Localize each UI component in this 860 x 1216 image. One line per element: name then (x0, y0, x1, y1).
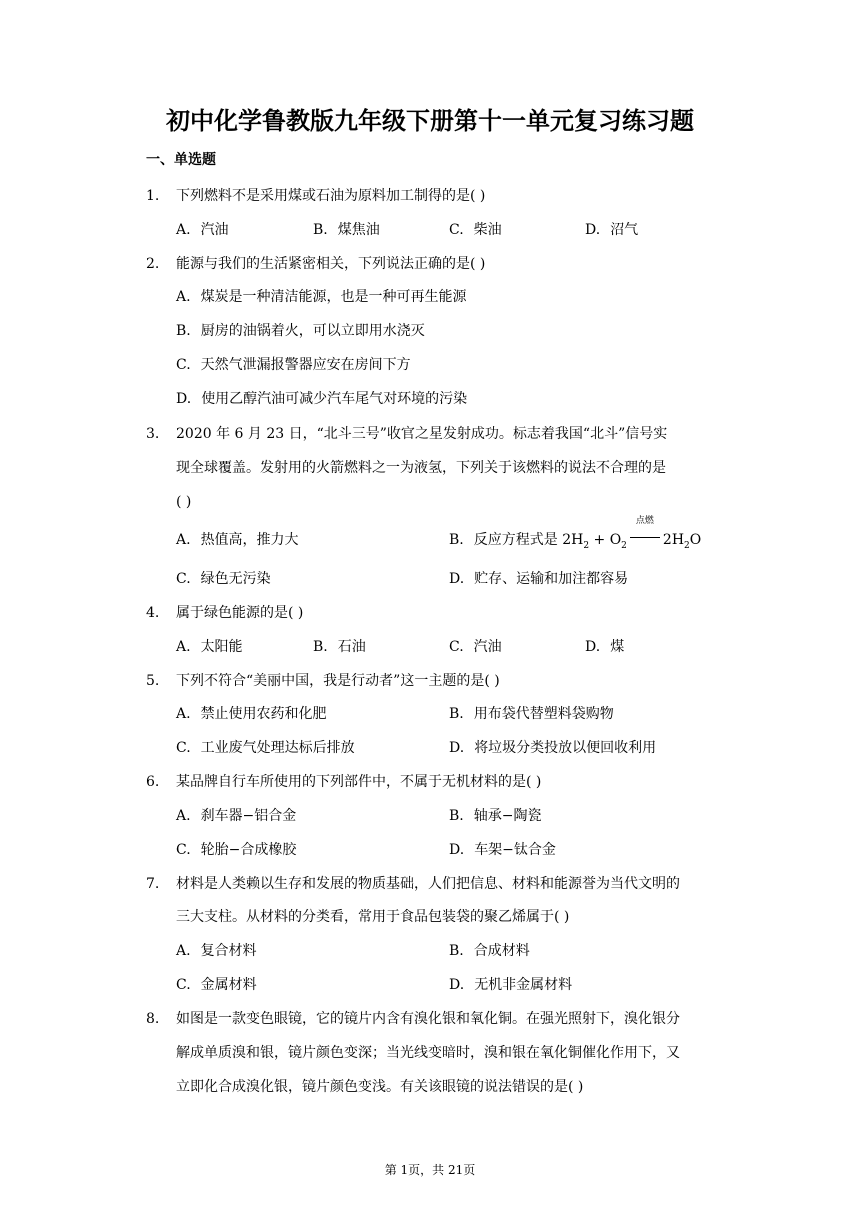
option-letter: C. (449, 222, 464, 238)
option-text: 使用乙醇汽油可减少汽车尾气对环境的污染 (201, 391, 468, 407)
option-a (176, 530, 299, 550)
question-stem-line-1: 2020 年 6 月 23 日，“北斗三号”收官之星发射成功。标志着我国“北斗”信号实 (176, 426, 668, 442)
option-letter: B. (449, 706, 464, 722)
option-text: 厨房的油锅着火，可以立即用水浇灭 (200, 323, 425, 339)
option-d (449, 840, 556, 860)
equation-product: 2H (662, 532, 685, 548)
option-text: 沼气 (610, 222, 639, 238)
reaction-condition: 点燃 (635, 516, 654, 526)
option-d (585, 637, 624, 657)
option-text: 煤炭是一种清洁能源，也是一种可再生能源 (200, 289, 467, 305)
option-d (449, 738, 656, 758)
option-letter: B. (449, 943, 464, 959)
question-number: 7. (146, 876, 160, 892)
option-letter: D. (176, 391, 192, 407)
page-title: 初中化学鲁教版九年级下册第十一单元复习练习题 (166, 107, 694, 135)
option-c (449, 637, 502, 657)
option-c (176, 355, 411, 375)
question-stem: 能源与我们的生活紧密相关，下列说法正确的是( ) (176, 256, 486, 272)
option-letter: A. (176, 222, 191, 238)
option-letter: C. (176, 740, 191, 756)
option-letter: B. (449, 532, 464, 548)
question-number: 5. (146, 673, 160, 689)
question-stem-line-2: 解成单质溴和银，镜片颜色变深；当光线变暗时，溴和银在氧化铜催化作用下，又 (176, 1045, 680, 1061)
option-a (176, 941, 257, 961)
option-a (176, 637, 243, 657)
question-stem: 属于绿色能源的是( ) (176, 605, 304, 621)
question-number: 6. (146, 774, 160, 790)
question-number: 3. (146, 426, 160, 442)
option-text: 轴承−陶瓷 (473, 808, 542, 824)
option-c (176, 569, 271, 589)
option-text: 天然气泄漏报警器应安在房间下方 (200, 357, 411, 373)
subscript: 2 (684, 540, 690, 551)
option-d (449, 569, 628, 589)
option-text: 太阳能 (200, 639, 243, 655)
section-heading: 一、单选题 (146, 152, 216, 168)
option-letter: D. (585, 639, 601, 655)
option-text: 车架−钛合金 (474, 842, 556, 858)
option-b (449, 704, 614, 724)
option-letter: A. (176, 289, 191, 305)
chemical-equation (562, 516, 702, 551)
option-letter: B. (176, 323, 191, 339)
option-letter: D. (585, 222, 601, 238)
option-c (176, 840, 296, 860)
question-stem: 下列燃料不是采用煤或石油为原料加工制得的是( ) (176, 188, 486, 204)
option-a (176, 220, 229, 240)
option-letter: D. (449, 571, 465, 587)
option-text: 工业废气处理达标后排放 (200, 740, 355, 756)
subscript: 2 (583, 540, 590, 551)
option-a (176, 287, 467, 307)
option-text: 轮胎−合成橡胶 (200, 842, 297, 858)
option-text: 将垃圾分类投放以便回收利用 (474, 740, 657, 756)
option-text: 金属材料 (200, 977, 257, 993)
option-b (449, 806, 541, 826)
option-letter: D. (449, 740, 465, 756)
option-letter: A. (176, 532, 191, 548)
option-d (449, 975, 572, 995)
option-text: 无机非金属材料 (474, 977, 573, 993)
option-b (449, 516, 702, 556)
reaction-line (630, 537, 660, 538)
subscript: 2 (621, 540, 627, 551)
question-stem-line-2: 三大支柱。从材料的分类看，常用于食品包装袋的聚乙烯属于( ) (176, 909, 570, 925)
question-stem-line-1: 如图是一款变色眼镜，它的镜片内含有溴化银和氧化铜。在强光照射下，溴化银分 (176, 1011, 680, 1027)
option-letter: A. (176, 808, 191, 824)
option-letter: D. (449, 977, 465, 993)
equation-reactant: + O (589, 532, 622, 548)
question-stem-line-3: 立即化合成溴化银，镜片颜色变浅。有关该眼镜的说法错误的是( ) (176, 1079, 584, 1095)
option-d (585, 220, 638, 240)
question-stem: 下列不符合“美丽中国，我是行动者”这一主题的是( ) (176, 673, 500, 689)
question-stem-line-1: 材料是人类赖以生存和发展的物质基础，人们把信息、材料和能源誉为当代文明的 (176, 876, 680, 892)
option-text: 汽油 (473, 639, 502, 655)
option-text: 石油 (337, 639, 366, 655)
option-letter: B. (313, 222, 328, 238)
option-d (176, 389, 467, 409)
option-text: 复合材料 (200, 943, 257, 959)
option-b (313, 220, 380, 240)
option-text: 热值高，推力大 (200, 532, 299, 548)
option-text: 贮存、运输和加注都容易 (474, 571, 629, 587)
option-text: 刹车器−铝合金 (200, 808, 297, 824)
option-a (176, 806, 296, 826)
option-letter: B. (449, 808, 464, 824)
option-text: 反应方程式是 (473, 532, 558, 548)
option-letter: C. (176, 357, 191, 373)
option-letter: C. (176, 842, 191, 858)
option-letter: A. (176, 943, 191, 959)
option-c (176, 738, 355, 758)
option-text: 煤焦油 (337, 222, 380, 238)
page-footer: 第 1页，共 21页 (384, 1163, 476, 1177)
option-letter: A. (176, 639, 191, 655)
option-text: 煤 (610, 639, 625, 655)
option-letter: C. (449, 639, 464, 655)
option-letter: A. (176, 706, 191, 722)
option-letter: C. (176, 571, 191, 587)
option-a (176, 704, 327, 724)
option-text: 绿色无污染 (200, 571, 271, 587)
option-c (176, 975, 257, 995)
question-number: 2. (146, 256, 160, 272)
option-text: 用布袋代替塑料袋购物 (473, 706, 614, 722)
option-b (449, 941, 530, 961)
option-c (449, 220, 502, 240)
option-b (313, 637, 366, 657)
equation-product: O (689, 532, 702, 548)
option-text: 合成材料 (473, 943, 530, 959)
option-b (176, 321, 425, 341)
question-stem-line-2: 现全球覆盖。发射用的火箭燃料之一为液氢，下列关于该燃料的说法不合理的是 (176, 460, 666, 476)
question-stem: 某品牌自行车所使用的下列部件中，不属于无机材料的是( ) (176, 774, 542, 790)
option-text: 汽油 (200, 222, 229, 238)
reaction-arrow (630, 516, 660, 544)
question-number: 4. (146, 605, 160, 621)
equation-reactant: 2H (562, 532, 584, 548)
option-letter: B. (313, 639, 328, 655)
option-letter: D. (449, 842, 465, 858)
question-number: 8. (146, 1011, 160, 1027)
question-stem-line-3: ( ) (176, 494, 192, 510)
option-letter: C. (176, 977, 191, 993)
option-text: 禁止使用农药和化肥 (200, 706, 327, 722)
question-number: 1. (146, 188, 160, 204)
option-text: 柴油 (473, 222, 502, 238)
